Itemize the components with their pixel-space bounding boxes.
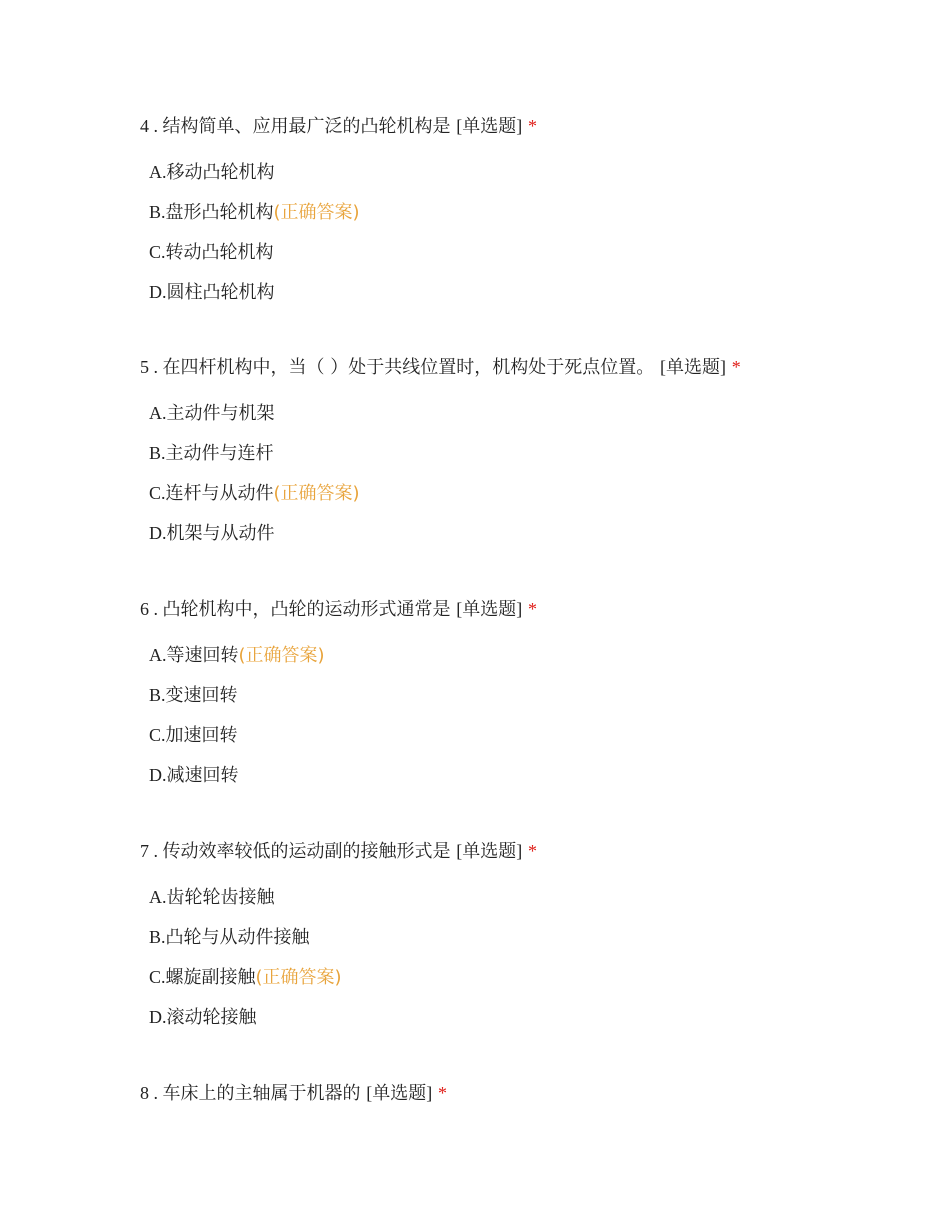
question-title: 4 . 结构简单、应用最广泛的凸轮机构是 [单选题] * bbox=[140, 116, 537, 137]
option-a[interactable]: A.齿轮轮齿接触 bbox=[149, 887, 275, 908]
option-text: 圆柱凸轮机构 bbox=[166, 282, 275, 303]
question-5 bbox=[140, 355, 900, 561]
option-text: 变速回转 bbox=[165, 685, 238, 706]
question-title: 8 . 车床上的主轴属于机器的 [单选题] * bbox=[140, 1083, 447, 1104]
question-title: 5 . 在四杆机构中，当（ ）处于共线位置时，机构处于死点位置。 [单选题] * bbox=[140, 357, 741, 378]
option-text: 滚动轮接触 bbox=[166, 1007, 257, 1028]
option-b[interactable]: B.主动件与连杆 bbox=[149, 443, 274, 464]
options-list bbox=[140, 160, 900, 304]
question-type: [单选题] bbox=[366, 1083, 433, 1103]
correct-answer-label: (正确答案) bbox=[238, 645, 325, 666]
question-8 bbox=[140, 1081, 900, 1105]
option-text: 齿轮轮齿接触 bbox=[166, 887, 275, 908]
question-type: [单选题] bbox=[659, 357, 726, 377]
option-text: 转动凸轮机构 bbox=[165, 242, 274, 263]
option-text: 减速回转 bbox=[166, 765, 239, 786]
correct-answer-label: (正确答案) bbox=[273, 483, 360, 504]
option-d[interactable]: D.圆柱凸轮机构 bbox=[149, 282, 275, 303]
question-7 bbox=[140, 839, 900, 1045]
question-number: 5 bbox=[140, 357, 149, 377]
question-title: 6 . 凸轮机构中，凸轮的运动形式通常是 [单选题] * bbox=[140, 599, 537, 620]
required-marker: * bbox=[731, 357, 741, 377]
correct-answer-label: (正确答案) bbox=[255, 967, 342, 988]
option-text: 主动件与连杆 bbox=[165, 443, 274, 464]
required-marker: * bbox=[527, 841, 537, 861]
options-list bbox=[140, 885, 900, 1029]
question-number: 7 bbox=[140, 841, 149, 861]
question-6 bbox=[140, 597, 900, 803]
question-text: 传动效率较低的运动副的接触形式是 bbox=[162, 841, 451, 862]
option-text: 盘形凸轮机构 bbox=[165, 202, 274, 223]
option-c[interactable]: C.转动凸轮机构 bbox=[149, 242, 274, 263]
option-c[interactable]: C.连杆与从动件(正确答案) bbox=[149, 483, 360, 504]
option-c[interactable]: C.加速回转 bbox=[149, 725, 238, 746]
option-text: 移动凸轮机构 bbox=[166, 162, 275, 183]
correct-answer-label: (正确答案) bbox=[273, 202, 360, 223]
option-text: 连杆与从动件 bbox=[165, 483, 274, 504]
option-text: 加速回转 bbox=[165, 725, 238, 746]
option-b[interactable]: B.变速回转 bbox=[149, 685, 238, 706]
option-a[interactable]: A.移动凸轮机构 bbox=[149, 162, 275, 183]
option-a[interactable]: A.主动件与机架 bbox=[149, 403, 275, 424]
required-marker: * bbox=[437, 1083, 447, 1103]
option-c[interactable]: C.螺旋副接触(正确答案) bbox=[149, 967, 342, 988]
option-d[interactable]: D.机架与从动件 bbox=[149, 523, 275, 544]
question-title: 7 . 传动效率较低的运动副的接触形式是 [单选题] * bbox=[140, 841, 537, 862]
question-type: [单选题] bbox=[456, 599, 523, 619]
option-text: 等速回转 bbox=[166, 645, 239, 666]
question-type: [单选题] bbox=[456, 116, 523, 136]
question-text: 车床上的主轴属于机器的 bbox=[162, 1083, 361, 1104]
option-text: 主动件与机架 bbox=[166, 403, 275, 424]
option-text: 凸轮与从动件接触 bbox=[165, 927, 310, 948]
option-b[interactable]: B.盘形凸轮机构(正确答案) bbox=[149, 202, 360, 223]
required-marker: * bbox=[527, 599, 537, 619]
option-d[interactable]: D.滚动轮接触 bbox=[149, 1007, 257, 1028]
question-4 bbox=[140, 114, 900, 320]
question-text: 在四杆机构中，当（ ）处于共线位置时，机构处于死点位置。 bbox=[162, 357, 655, 378]
required-marker: * bbox=[527, 116, 537, 136]
option-a[interactable]: A.等速回转(正确答案) bbox=[149, 645, 325, 666]
question-number: 8 bbox=[140, 1083, 149, 1103]
question-type: [单选题] bbox=[456, 841, 523, 861]
question-number: 4 bbox=[140, 116, 149, 136]
option-text: 螺旋副接触 bbox=[165, 967, 256, 988]
options-list bbox=[140, 401, 900, 545]
option-b[interactable]: B.凸轮与从动件接触 bbox=[149, 927, 310, 948]
question-number: 6 bbox=[140, 599, 149, 619]
option-d[interactable]: D.减速回转 bbox=[149, 765, 239, 786]
option-text: 机架与从动件 bbox=[166, 523, 275, 544]
question-text: 凸轮机构中，凸轮的运动形式通常是 bbox=[162, 599, 451, 620]
question-text: 结构简单、应用最广泛的凸轮机构是 bbox=[162, 116, 451, 137]
options-list bbox=[140, 643, 900, 787]
